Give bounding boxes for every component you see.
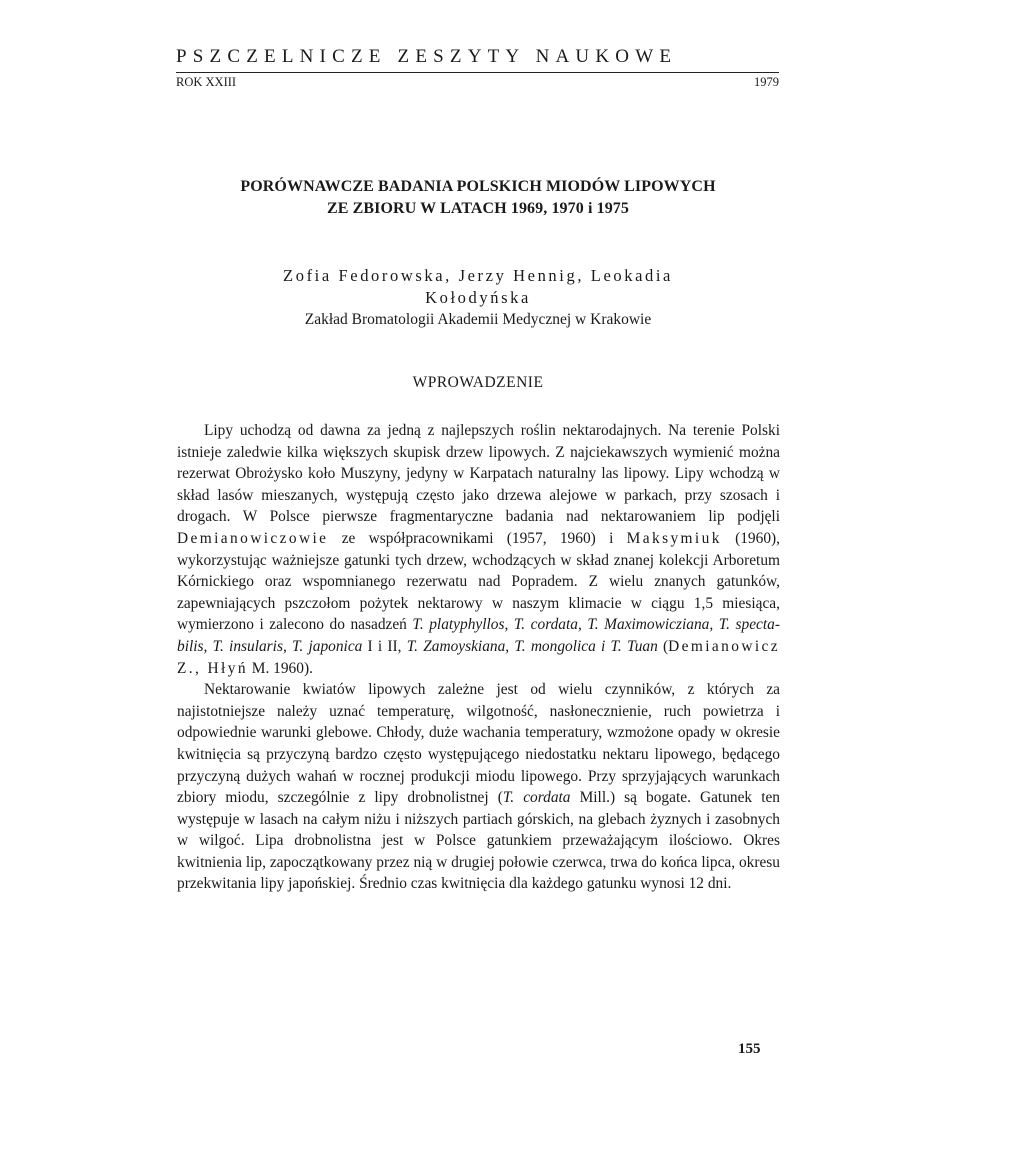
authors-line-1: Zofia Fedorowska, Jerzy Hennig, Leokadia (283, 266, 673, 285)
cited-author: Demianowicz Z., Hłyń (177, 637, 780, 677)
species-names: T. Zamoyskiana, T. mongolica i T. Tuan (406, 637, 658, 655)
cited-author: Demianowiczowie (177, 529, 329, 547)
paragraph-1-text-5: ( (657, 637, 669, 655)
paragraph-1-text-2: ze współpracownikami (1957, 1960) i (328, 529, 627, 547)
cited-author: Maksymiuk (626, 529, 722, 547)
authors-line-2: Kołodyńska (425, 288, 531, 307)
article-title-line-1: PORÓWNAWCZE BADANIA POLSKICH MIODÓW LIPOWYCH (240, 178, 716, 195)
affiliation: Zakład Bromatologii Akademii Medycznej w Krakowie (304, 311, 652, 328)
journal-year: 1979 (754, 75, 779, 89)
journal-volume: ROK XXIII (176, 75, 237, 89)
article-body (177, 420, 780, 895)
species-name: T. cordata (502, 789, 571, 807)
paragraph-1-text-3: (1960), wykorzystując ważniejsze gatunki tych drzew, wchodzących w skład znanej kolekcji Arboretum Kórnickiego oraz wspomnianego rezerwatu nad Popradem. Z wielu znanych gatunków, zapewniających pszczołom pożytek nektarowy w naszym klimacie w ciągu 1,5 miesiąca, wymierzono i zalecono do nasadzeń (177, 529, 780, 634)
journal-name: PSZCZELNICZE ZESZYTY NAUKOWE (176, 46, 678, 67)
header-meta (176, 75, 779, 89)
article-title-line-2: ZE ZBIORU W LATACH 1969, 1970 i 1975 (326, 200, 629, 217)
journal-header (176, 46, 779, 89)
species-names: T. platyphyllos, T. cordata, T. Maximowicziana, T. spectabilis, T. insularis, T. japonica (177, 616, 780, 655)
paragraph-2 (177, 679, 780, 895)
page-number: 155 (738, 1041, 761, 1057)
article-title (150, 176, 806, 220)
header-rule (176, 72, 779, 73)
author-block (150, 265, 806, 331)
paragraph-1-text-6: M. 1960). (247, 659, 313, 677)
paragraph-2-text-1: Nektarowanie kwiatów lipowych zależne jest od wielu czynników, z których za najistotniejsze należy uznać temperaturę, wilgotność, nasłonecznienie, ruch powietrza i odpowiednie warunki glebowe. Chłody, duże wachania temperatury, wzmożone opady w okresie kwitnięcia są przyczyną bardzo często występującego niedostatku nektaru lipowego, będącego przyczyną dużych wahań w rocznej produkcji miodu lipowego. Przy sprzyjających warunkach zbiory miodu, szczególnie z lipy drobnolistnej ( (177, 681, 780, 807)
section-heading: WPROWADZENIE (412, 374, 544, 391)
paragraph-1 (177, 420, 780, 679)
paragraph-2-text-2: Mill.) są bogate. Gatunek ten występuje w lasach na całym niżu i niższych partiach górskich, na glebach żyznych i zasobnych w wilgoć. Lipa drobnolistna jest w Polsce gatunkiem przeważającym ilościowo. Okres kwitnienia lip, zapoczątkowany przez nią w drugiej połowie czerwca, trwa do końca lipca, okresu przekwitania lipy japońskiej. Średnio czas kwitnięcia dla każdego gatunku wynosi 12 dni. (177, 789, 781, 893)
paragraph-1-text-4: I i II, (362, 637, 407, 655)
paragraph-1-text-1: Lipy uchodzą od dawna za jedną z najlepszych roślin nektarodajnych. Na terenie Polski istnieje zaledwie kilka większych skupisk drzew lipowych. Z najciekawszych wymienić można rezerwat Obrożysko koło Muszyny, jedyny w Karpatach naturalny las lipowy. Lipy wchodzą w skład lasów mieszanych, występują często jako drzewa alejowe w parkach, przy szosach i drogach. W Polsce pierwsze fragmentaryczne badania nad nektarowaniem lip podjęli (177, 422, 780, 526)
